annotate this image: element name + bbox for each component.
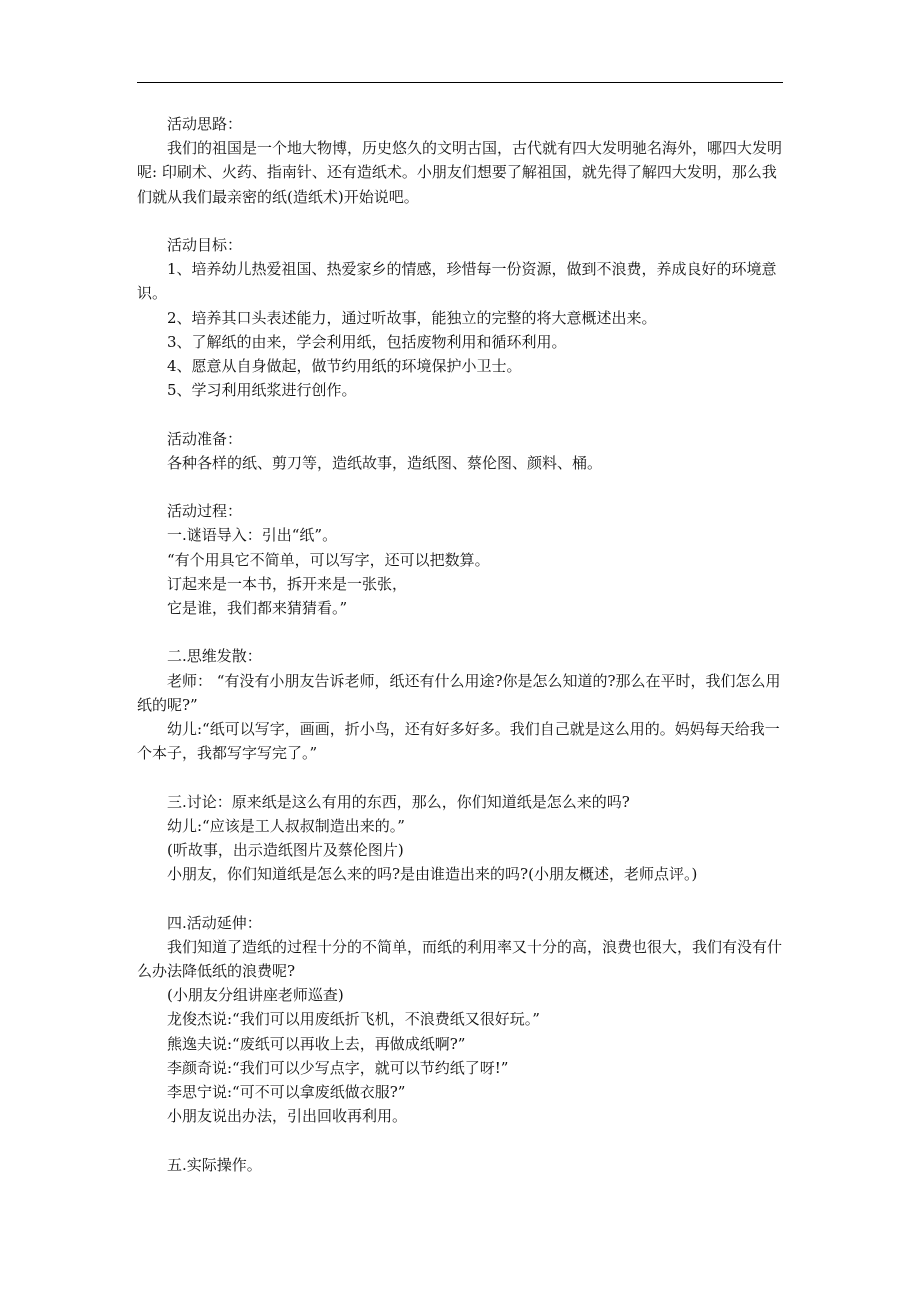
section-heading-discussion: 三.讨论：原来纸是这么有用的东西，那么，你们知道纸是怎么来的吗? [167,792,630,811]
child-quote: 幼儿:“纸可以写字，画画，折小鸟，还有好多好多。我们自己就是这么用的。妈妈每天给我一个本子，我都写字写完了。” [137,720,780,763]
riddle-line: 订起来是一本书，拆开来是一张张， [167,574,408,593]
section-heading-preparation: 活动准备： [167,429,243,448]
discussion-line: (听故事，出示造纸图片及蔡伦图片) [167,841,404,860]
extension-line: 小朋友说出办法，引出回收再利用。 [167,1107,408,1126]
extension-line: 李思宁说:“可不可以拿废纸做衣服?” [167,1083,406,1102]
goal-item: 5、学习利用纸浆进行创作。 [167,381,357,400]
goal-item: 3、了解纸的由来，学会利用纸，包括废物利用和循环利用。 [167,332,567,351]
section-heading-divergent-thinking: 二.思维发散： [167,647,262,666]
discussion-line: 小朋友，你们知道纸是怎么来的吗?是由谁造出来的吗?(小朋友概述，老师点评。) [167,865,698,884]
section-heading-goals: 活动目标： [167,236,243,254]
process-step-riddle: 一.谜语导入：引出“纸”。 [167,526,338,545]
goal-item: 2、培养其口头表述能力，通过听故事，能独立的完整的将大意概述出来。 [167,308,657,327]
section-heading-extension: 四.活动延伸： [167,913,262,932]
section-heading-practice: 五.实际操作。 [167,1155,262,1174]
extension-line: 李颜奇说:“我们可以少写点字，就可以节约纸了呀!” [167,1058,509,1077]
document-body [137,112,785,1177]
extension-line: 龙俊杰说:“我们可以用废纸折飞机，不浪费纸又很好玩。” [167,1010,540,1029]
extension-line: (小朋友分组讲座老师巡查) [167,986,344,1005]
extension-line: 熊逸夫说:“废纸可以再收上去，再做成纸啊?” [167,1034,466,1053]
approach-paragraph: 我们的祖国是一个地大物博，历史悠久的文明古国，古代就有四大发明驰名海外，哪四大发明呢: 印刷术、火药、指南针、还有造纸术。小朋友们想要了解祖国，就先得了解四大发明，那么我们就从我们最亲密的纸(造纸术)开始说吧。 [137,139,783,206]
teacher-quote: 老师： “有没有小朋友告诉老师，纸还有什么用途?你是怎么知道的?那么在平时，我们怎么用纸的呢?” [137,671,781,714]
section-heading-process: 活动过程： [167,502,243,521]
goal-item: 1、培养幼儿热爱祖国、热爱家乡的情感，珍惜每一份资源，做到不浪费，养成良好的环境意识。 [137,260,777,303]
extension-paragraph: 我们知道了造纸的过程十分的不简单，而纸的利用率又十分的高，浪费也很大，我们有没有什么办法降低纸的浪费呢? [137,937,783,981]
header-rule [137,82,783,83]
preparation-paragraph: 各种各样的纸、剪刀等，造纸故事，造纸图、蔡伦图、颜料、桶。 [167,453,603,472]
discussion-line: 幼儿:“应该是工人叔叔制造出来的。” [167,816,405,835]
section-heading-approach: 活动思路： [167,115,243,133]
goal-item: 4、愿意从自身做起，做节约用纸的环境保护小卫士。 [167,357,522,376]
riddle-line: 它是谁，我们都来猜猜看。” [167,599,348,618]
riddle-line: “有个用具它不简单，可以写字，还可以把数算。 [167,550,490,569]
